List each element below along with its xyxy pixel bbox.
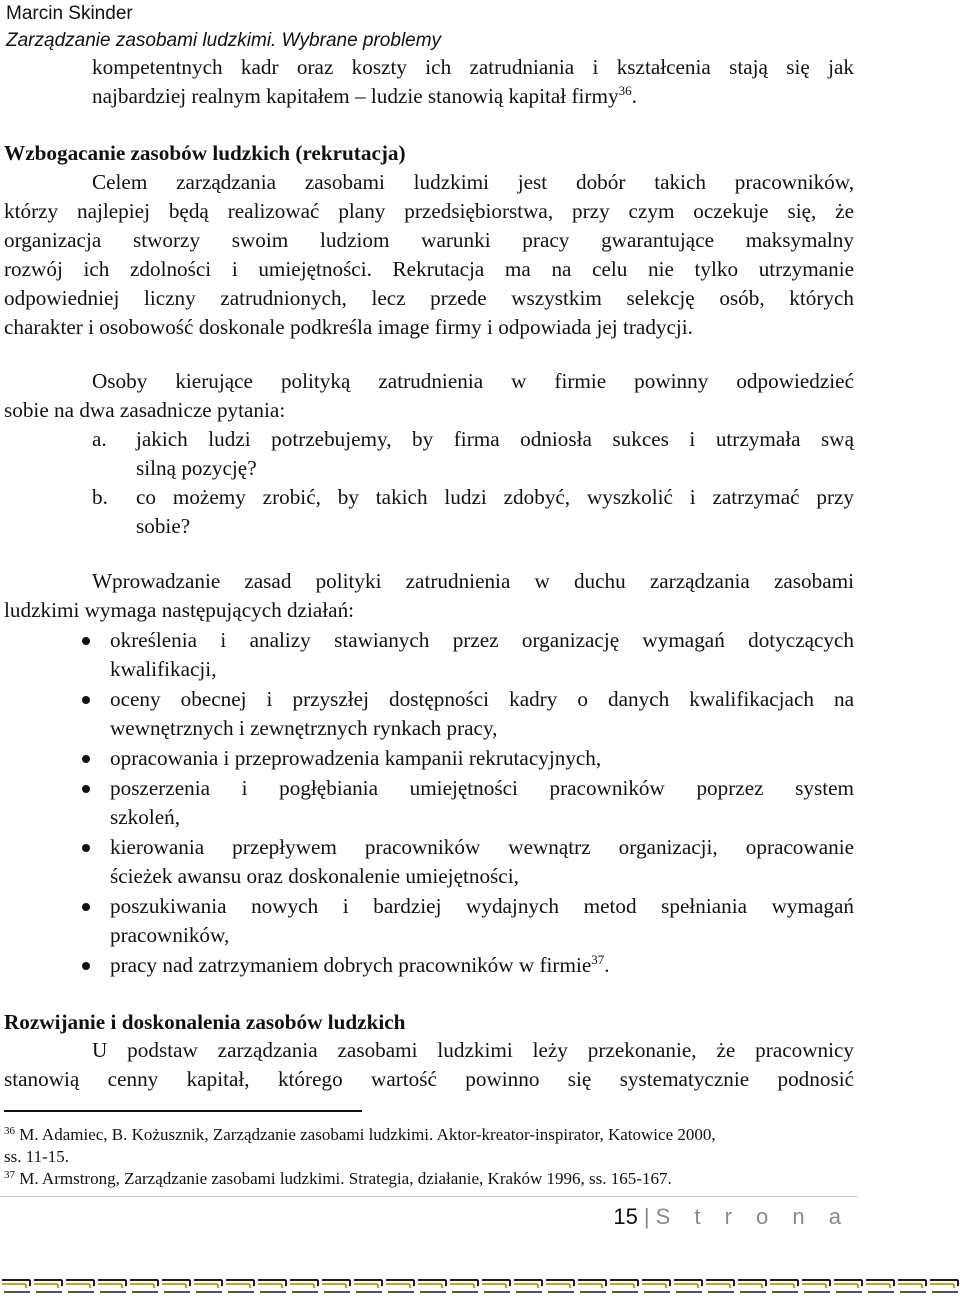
section-heading-development: Rozwijanie i doskonalenia zasobów ludzkich	[4, 1010, 406, 1034]
page-number	[613, 1201, 850, 1233]
header-subtitle: Zarządzanie zasobami ludzkimi. Wybrane problemy	[6, 30, 442, 51]
paragraph-line: którzy najlepiej będą realizować plany przedsiębiorstwa, przy czym oczekuje się, że	[4, 199, 854, 223]
footnote-text-cont: ss. 11-15.	[4, 1147, 70, 1166]
bullet-icon	[82, 844, 90, 852]
paragraph-line: ludzkimi wymaga następujących działań:	[4, 598, 355, 622]
bullet-item	[4, 951, 854, 980]
footnote-ref[interactable]: 37	[591, 952, 605, 967]
page-footer-rule	[0, 1196, 858, 1197]
footnote-number: 37	[4, 1169, 15, 1181]
paragraph-recruitment-goal	[4, 168, 854, 342]
bullet-line: określenia i analizy stawianych przez organizację wymagań dotyczących	[110, 628, 854, 652]
bullet-item	[4, 833, 854, 891]
bullet-line: wewnętrznych i zewnętrznych rynkach pracy,	[110, 716, 498, 740]
page-number-value: 15	[613, 1204, 638, 1229]
paragraph-questions-intro	[4, 367, 854, 425]
intro-line-end: .	[631, 84, 637, 108]
paragraph-line: Wprowadzanie zasad polityki zatrudnienia w duchu zarządzania zasobami	[92, 569, 854, 593]
intro-line	[92, 82, 854, 111]
footnotes	[4, 1124, 844, 1190]
intro-line-text: najbardziej realnym kapitałem – ludzie stanowią kapitał firmy	[92, 84, 619, 108]
bullet-line-end: .	[604, 953, 610, 977]
list-item-line: co możemy zrobić, by takich ludzi zdobyć, wyszkolić i zatrzymać przy	[136, 485, 854, 509]
bullet-line: kwalifikacji,	[110, 657, 217, 681]
bullet-line: ścieżek awansu oraz doskonalenie umiejętności,	[110, 864, 519, 888]
bullet-item	[4, 892, 854, 950]
list-item-line: jakich ludzi potrzebujemy, by firma odniosła sukces i utrzymała swą	[136, 427, 854, 451]
paragraph-line: organizacja stworzy swoim ludziom warunki pracy gwarantujące maksymalny	[4, 228, 854, 252]
list-marker: b.	[92, 485, 108, 509]
bullet-item	[4, 685, 854, 743]
bullet-icon	[82, 755, 90, 763]
footnote-37	[4, 1168, 844, 1190]
decorative-page-border	[0, 1272, 960, 1302]
list-marker: a.	[92, 427, 107, 451]
bullet-line: opracowania i przeprowadzenia kampanii rekrutacyjnych,	[110, 746, 602, 770]
section-heading-recruitment: Wzbogacanie zasobów ludzkich (rekrutacja)	[4, 141, 406, 165]
page-number-separator: |	[643, 1204, 650, 1229]
paragraph-development	[4, 1036, 854, 1094]
bullet-line: poszerzenia i pogłębiania umiejętności pracowników poprzez system	[110, 776, 854, 800]
bullet-item	[4, 744, 854, 773]
list-item	[4, 425, 854, 483]
footnote-separator	[4, 1110, 362, 1112]
list-item	[4, 483, 854, 541]
bullet-line	[110, 951, 854, 980]
bullet-line: kierowania przepływem pracowników wewnątrz organizacji, opracowanie	[110, 835, 854, 859]
list-item-line: sobie?	[136, 514, 191, 538]
paragraph-line: U podstaw zarządzania zasobami ludzkimi leży przekonanie, że pracownicy	[92, 1038, 854, 1062]
running-header	[6, 0, 441, 54]
intro-paragraph	[92, 53, 854, 111]
footnote-ref[interactable]: 36	[618, 83, 632, 98]
paragraph-line: stanowią cenny kapitał, którego wartość powinno się systematycznie podnosić	[4, 1067, 854, 1091]
bullet-line: oceny obecnej i przyszłej dostępności kadry o danych kwalifikacjach na	[110, 687, 854, 711]
footnote-text: M. Adamiec, B. Kożusznik, Zarządzanie zasobami ludzkimi. Aktor-kreator-inspirator, Katowice 2000,	[19, 1125, 716, 1144]
header-author: Marcin Skinder	[6, 3, 133, 24]
paragraph-line: sobie na dwa zasadnicze pytania:	[4, 398, 286, 422]
bullet-icon	[82, 785, 90, 793]
paragraph-line: Osoby kierujące polityką zatrudnienia w firmie powinny odpowiedzieć	[92, 369, 854, 393]
paragraph-line: Celem zarządzania zasobami ludzkimi jest dobór takich pracowników,	[92, 170, 854, 194]
footnote-text: M. Armstrong, Zarządzanie zasobami ludzkimi. Strategia, działanie, Kraków 1996, ss. 165-167.	[19, 1169, 672, 1188]
paragraph-line: odpowiedniej liczny zatrudnionych, lecz przede wszystkim selekcję osób, których	[4, 286, 854, 310]
bullet-icon	[82, 637, 90, 645]
page-label: S t r o n a	[655, 1204, 850, 1229]
bullet-line: szkoleń,	[110, 805, 181, 829]
paragraph-line: rozwój ich zdolności i umiejętności. Rekrutacja ma na celu nie tylko utrzymanie	[4, 257, 854, 281]
bullet-line: poszukiwania nowych i bardziej wydajnych metod spełniania wymagań	[110, 894, 854, 918]
bullet-icon	[82, 696, 90, 704]
intro-line: kompetentnych kadr oraz koszty ich zatrudniania i kształcenia stają się jak	[92, 55, 854, 79]
paragraph-employment-policy	[4, 567, 854, 625]
bullet-item	[4, 774, 854, 832]
list-item-line: silną pozycję?	[136, 456, 257, 480]
bullet-icon	[82, 903, 90, 911]
footnote-36	[4, 1124, 844, 1168]
bullet-line-text: pracy nad zatrzymaniem dobrych pracowników w firmie	[110, 953, 592, 977]
bullet-item	[4, 626, 854, 684]
paragraph-line: charakter i osobowość doskonale podkreśla image firmy i odpowiada jej tradycji.	[4, 315, 693, 339]
bullet-icon	[82, 962, 90, 970]
footnote-number: 36	[4, 1125, 15, 1137]
bullet-line: pracowników,	[110, 923, 230, 947]
